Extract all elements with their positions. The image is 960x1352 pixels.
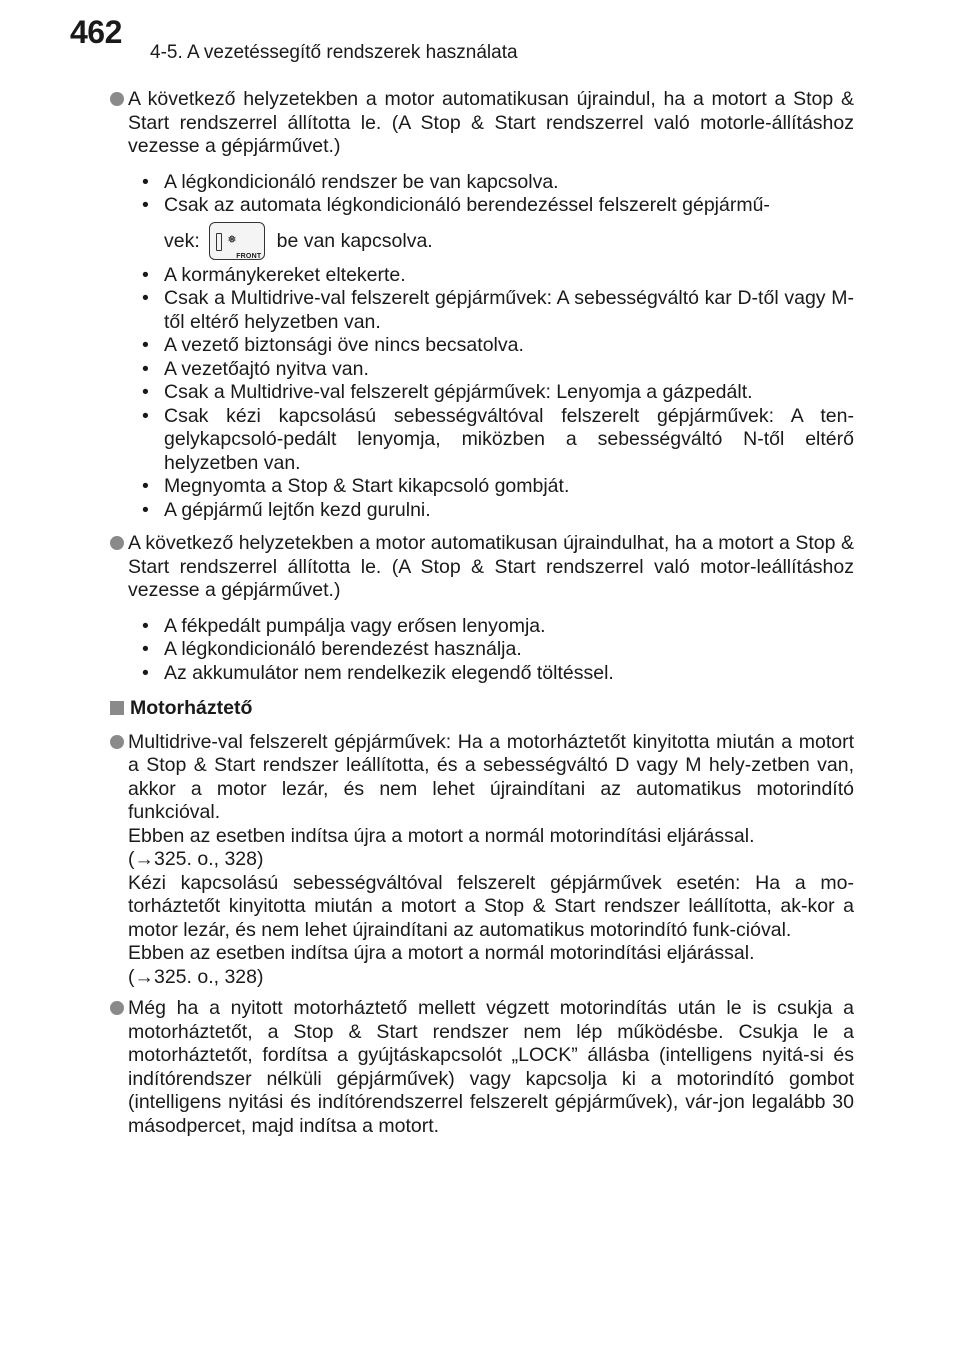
bullet-dot-icon — [110, 1001, 124, 1015]
chapter-title: 4-5. A vezetéssegítő rendszerek használata — [150, 42, 518, 63]
section2-bullets — [128, 615, 854, 686]
list-item: • Csak kézi kapcsolású sebességváltóval felszerelt gépjárművek: A ten-gelykapcsoló-pedált lenyomja, miközben a sebességváltó N-től eltérő helyzetben van. — [164, 405, 854, 476]
hood-paragraph-2: Még ha a nyitott motorháztető mellett végzett motorindítás után le is csukja a motorháztetőt, a Stop & Start rendszer nem lép működésbe. Csukja le a motorháztetőt, fordítsa a gyújtáskapcsolót „LOCK” állásba (intelligens nyitá-si és indítórendszer nélküli gépjárművek) vagy kapcsolja ki a motorindító gombot (intelligens nyitási és indítórendszerrel felszerelt gépjárművek), vár-jon legalább 30 másodpercet, majd indítsa a motort. — [128, 997, 854, 1138]
list-item: • A légkondicionáló rendszer be van kapcsolva. — [164, 171, 854, 195]
section1-bullets — [128, 171, 854, 523]
section-heading: Motorháztető — [110, 697, 854, 721]
bullet-dot-icon — [110, 735, 124, 749]
page-content — [128, 88, 854, 1138]
list-item: • Csak a Multidrive-val felszerelt gépjárművek: Lenyomja a gázpedált. — [164, 381, 854, 405]
section1-intro: A következő helyzetekben a motor automatikusan újraindul, ha a motort a Stop & Start rendszerrel állította le. (A Stop & Start rendszerrel való motorle-állításhoz vezesse a gépjárművet.) — [128, 88, 854, 159]
page-header — [70, 14, 930, 62]
list-item: • A légkondicionáló berendezést használja. — [164, 638, 854, 662]
list-item: • A gépjármű lejtőn kezd gurulni. — [164, 499, 854, 523]
list-item: • A vezető biztonsági öve nincs becsatolva. — [164, 334, 854, 358]
hood-paragraph-1: Multidrive-val felszerelt gépjárművek: Ha a motorháztetőt kinyitotta miután a motort a Stop & Start rendszer leállította, és a sebességváltó D vagy M hely-zetben van, akkor a motor lezár, és nem lehet újraindítani az automatikus motorindító funkcióval. Ebben az esetben indítsa újra a motort a normál motorindítási eljárással. (→325. o., 328) Kézi kapcsolású sebességváltóval felszerelt gépjárművek esetén: Ha a mo-torháztetőt kinyitotta miután a motort a Stop & Start rendszer leállította, ak-kor a motor lezár, és nem lehet újraindítani az automatikus motorindító funk-cióval. Ebben az esetben indítsa újra a motort a normál motorindítási eljárással. (→325. o., 328) — [128, 731, 854, 990]
square-bullet-icon — [110, 701, 124, 715]
bullet-dot-icon — [110, 92, 124, 106]
list-item: • Csak a Multidrive-val felszerelt gépjárművek: A sebességváltó kar D-től vagy M-től eltérő helyzetben van. — [164, 287, 854, 334]
list-item: • Csak az automata légkondicionáló berendezéssel felszerelt gépjármű- vek: ❅ FRONT be van kapcsolva. — [164, 194, 854, 264]
list-item: • A vezetőajtó nyitva van. — [164, 358, 854, 382]
list-item: • Az akkumulátor nem rendelkezik elegendő töltéssel. — [164, 662, 854, 686]
page-number: 462 — [70, 14, 122, 50]
bullet-dot-icon — [110, 536, 124, 550]
front-defogger-button-icon: ❅ FRONT — [209, 222, 265, 260]
section2-intro: A következő helyzetekben a motor automatikusan újraindulhat, ha a motort a Stop & Start rendszerrel állította le. (A Stop & Start rendszerrel való motor-leállításhoz vezesse a gépjárművet.) — [128, 532, 854, 603]
list-item: • A kormánykereket eltekerte. — [164, 264, 854, 288]
bullet-continuation: vek: ❅ FRONT be van kapcsolva. — [164, 218, 854, 264]
list-item: • A fékpedált pumpálja vagy erősen lenyomja. — [164, 615, 854, 639]
list-item: • Megnyomta a Stop & Start kikapcsoló gombját. — [164, 475, 854, 499]
